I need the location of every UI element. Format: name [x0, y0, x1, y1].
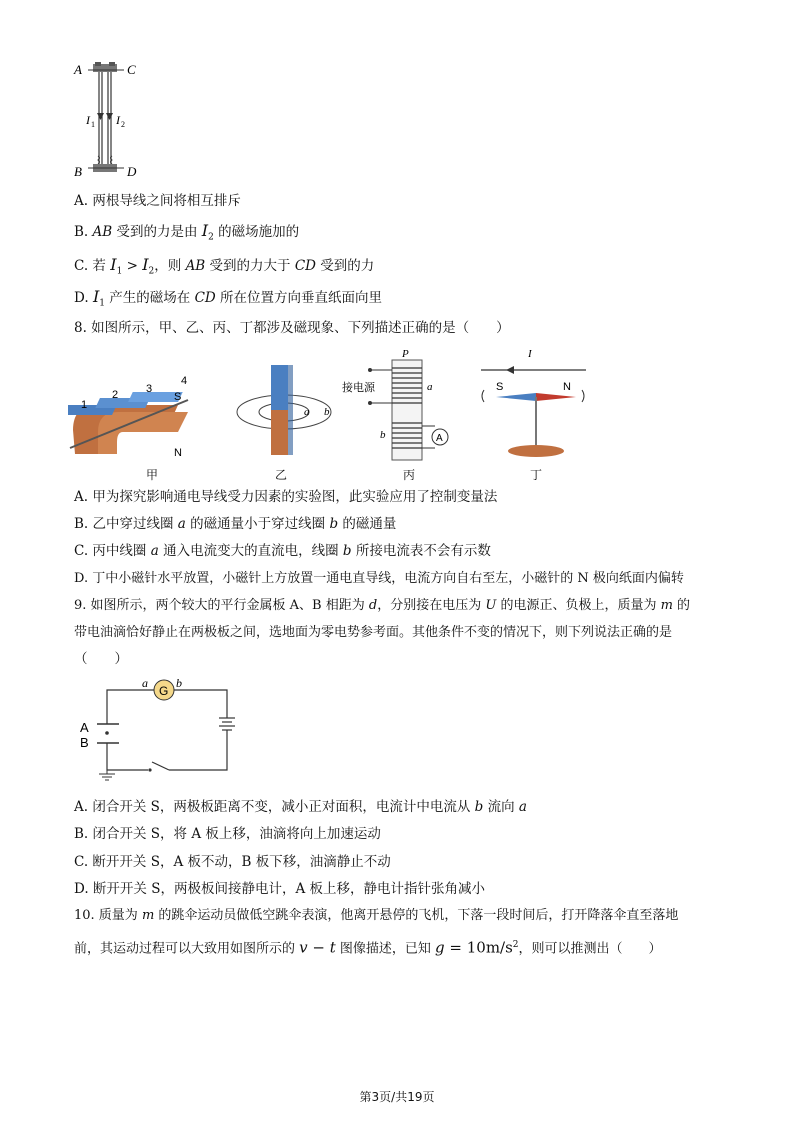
- label-I1: I: [86, 113, 90, 127]
- yi-b: b: [324, 406, 330, 418]
- q9-option-b: B. 闭合开关 S，将 A 板上移，油滴将向上加速运动: [74, 826, 381, 842]
- q9-stem-line3: （ ）: [74, 651, 128, 667]
- bing-b: b: [380, 429, 386, 441]
- q8-stem: 8. 如图所示，甲、乙、丙、丁都涉及磁现象、下列描述正确的是（ ）: [74, 320, 510, 336]
- label-I2: I: [116, 113, 120, 127]
- jia-N: N: [174, 447, 182, 459]
- ding-I: I: [528, 348, 532, 360]
- jia-n4: 4: [181, 375, 188, 387]
- q9-option-d: D. 断开开关 S，两极板间接静电计，A 板上移，静电计指针张角减小: [74, 881, 486, 897]
- caption-ding: 丁: [530, 468, 543, 482]
- label-D: D: [127, 164, 137, 179]
- q9-figure-circuit: [74, 676, 254, 786]
- q7-option-b: B. AB 受到的力是由 $I_2$ 的磁场施加的: [74, 221, 300, 243]
- q9-b: b: [176, 676, 182, 690]
- q7-option-c: C. 若 $I_1 > I_2$，则 AB 受到的力大于 CD 受到的力: [74, 255, 375, 277]
- caption-jia: 甲: [146, 468, 159, 482]
- q9-G: G: [159, 684, 169, 698]
- jia-S: S: [174, 391, 182, 403]
- caption-bing: 丙: [403, 468, 416, 482]
- jia-n1: 1: [81, 399, 88, 411]
- q8-option-b: B. 乙中穿过线圈 a 的磁通量小于穿过线圈 b 的磁通量: [74, 516, 397, 532]
- bing-power: 接电源: [342, 381, 375, 394]
- q9-stem-line1: 9. 如图所示，两个较大的平行金属板 A、B 相距为 d，分别接在电压为 U 的电源正、负极上，质量为 m 的: [74, 598, 691, 613]
- q9-option-c: C. 断开开关 S，A 板不动，B 板下移，油滴静止不动: [74, 854, 391, 870]
- q10-stem-line2: 前，其运动过程可以大致用如图所示的 v − t 图像描述，已知 $g = 10m/s^2$，则可以推测出（ ）: [74, 938, 662, 957]
- q7-option-d: D. $I_1$ 产生的磁场在 CD 所在位置方向垂直纸面向里: [74, 287, 383, 309]
- q7-figure-parallel-wires: [70, 58, 150, 183]
- bing-ammeter: A: [436, 433, 443, 444]
- label-C: C: [127, 62, 136, 77]
- q9-B: B: [80, 735, 89, 750]
- q8-figure-yi: [232, 360, 337, 465]
- q8-option-c: C. 丙中线圈 a 通入电流变大的直流电，线圈 b 所接电流表不会有示数: [74, 543, 491, 559]
- label-I1-sub: 1: [91, 120, 95, 129]
- yi-a: a: [304, 406, 310, 418]
- q8-figure-jia: [68, 370, 198, 485]
- q8-figure-bing: [340, 348, 460, 468]
- ding-N: N: [563, 381, 571, 393]
- jia-n2: 2: [112, 389, 119, 401]
- bing-P: P: [402, 348, 409, 360]
- q9-option-a: A. 闭合开关 S，两极板距离不变，减小正对面积，电流计中电流从 b 流向 a: [74, 799, 527, 815]
- label-I2-sub: 2: [121, 120, 125, 129]
- ding-S: S: [496, 381, 504, 393]
- page-footer: 第3页/共19页: [359, 1090, 435, 1104]
- q9-a: a: [142, 676, 148, 690]
- q8-option-a: A. 甲为探究影响通电导线受力因素的实验图，此实验应用了控制变量法: [74, 489, 498, 505]
- q8-figure-ding: [476, 345, 591, 465]
- q8-option-d: D. 丁中小磁针水平放置，小磁针上方放置一通电直导线，电流方向自右至左，小磁针的 N 极向纸面内偏转: [74, 571, 684, 586]
- label-B: B: [74, 164, 82, 179]
- caption-yi: 乙: [275, 468, 288, 482]
- q7-option-a: A. 两根导线之间将相互排斥: [74, 193, 241, 209]
- label-A: A: [74, 62, 82, 77]
- bing-a: a: [427, 381, 433, 393]
- q10-stem-line1: 10. 质量为 m 的跳伞运动员做低空跳伞表演，他离开悬停的飞机，下落一段时间后，打开降落伞直至落地: [74, 908, 679, 923]
- q9-A: A: [80, 720, 89, 735]
- jia-n3: 3: [146, 383, 153, 395]
- q9-stem-line2: 带电油滴恰好静止在两极板之间，选地面为零电势参考面。其他条件不变的情况下，则下列说法正确的是: [74, 625, 673, 640]
